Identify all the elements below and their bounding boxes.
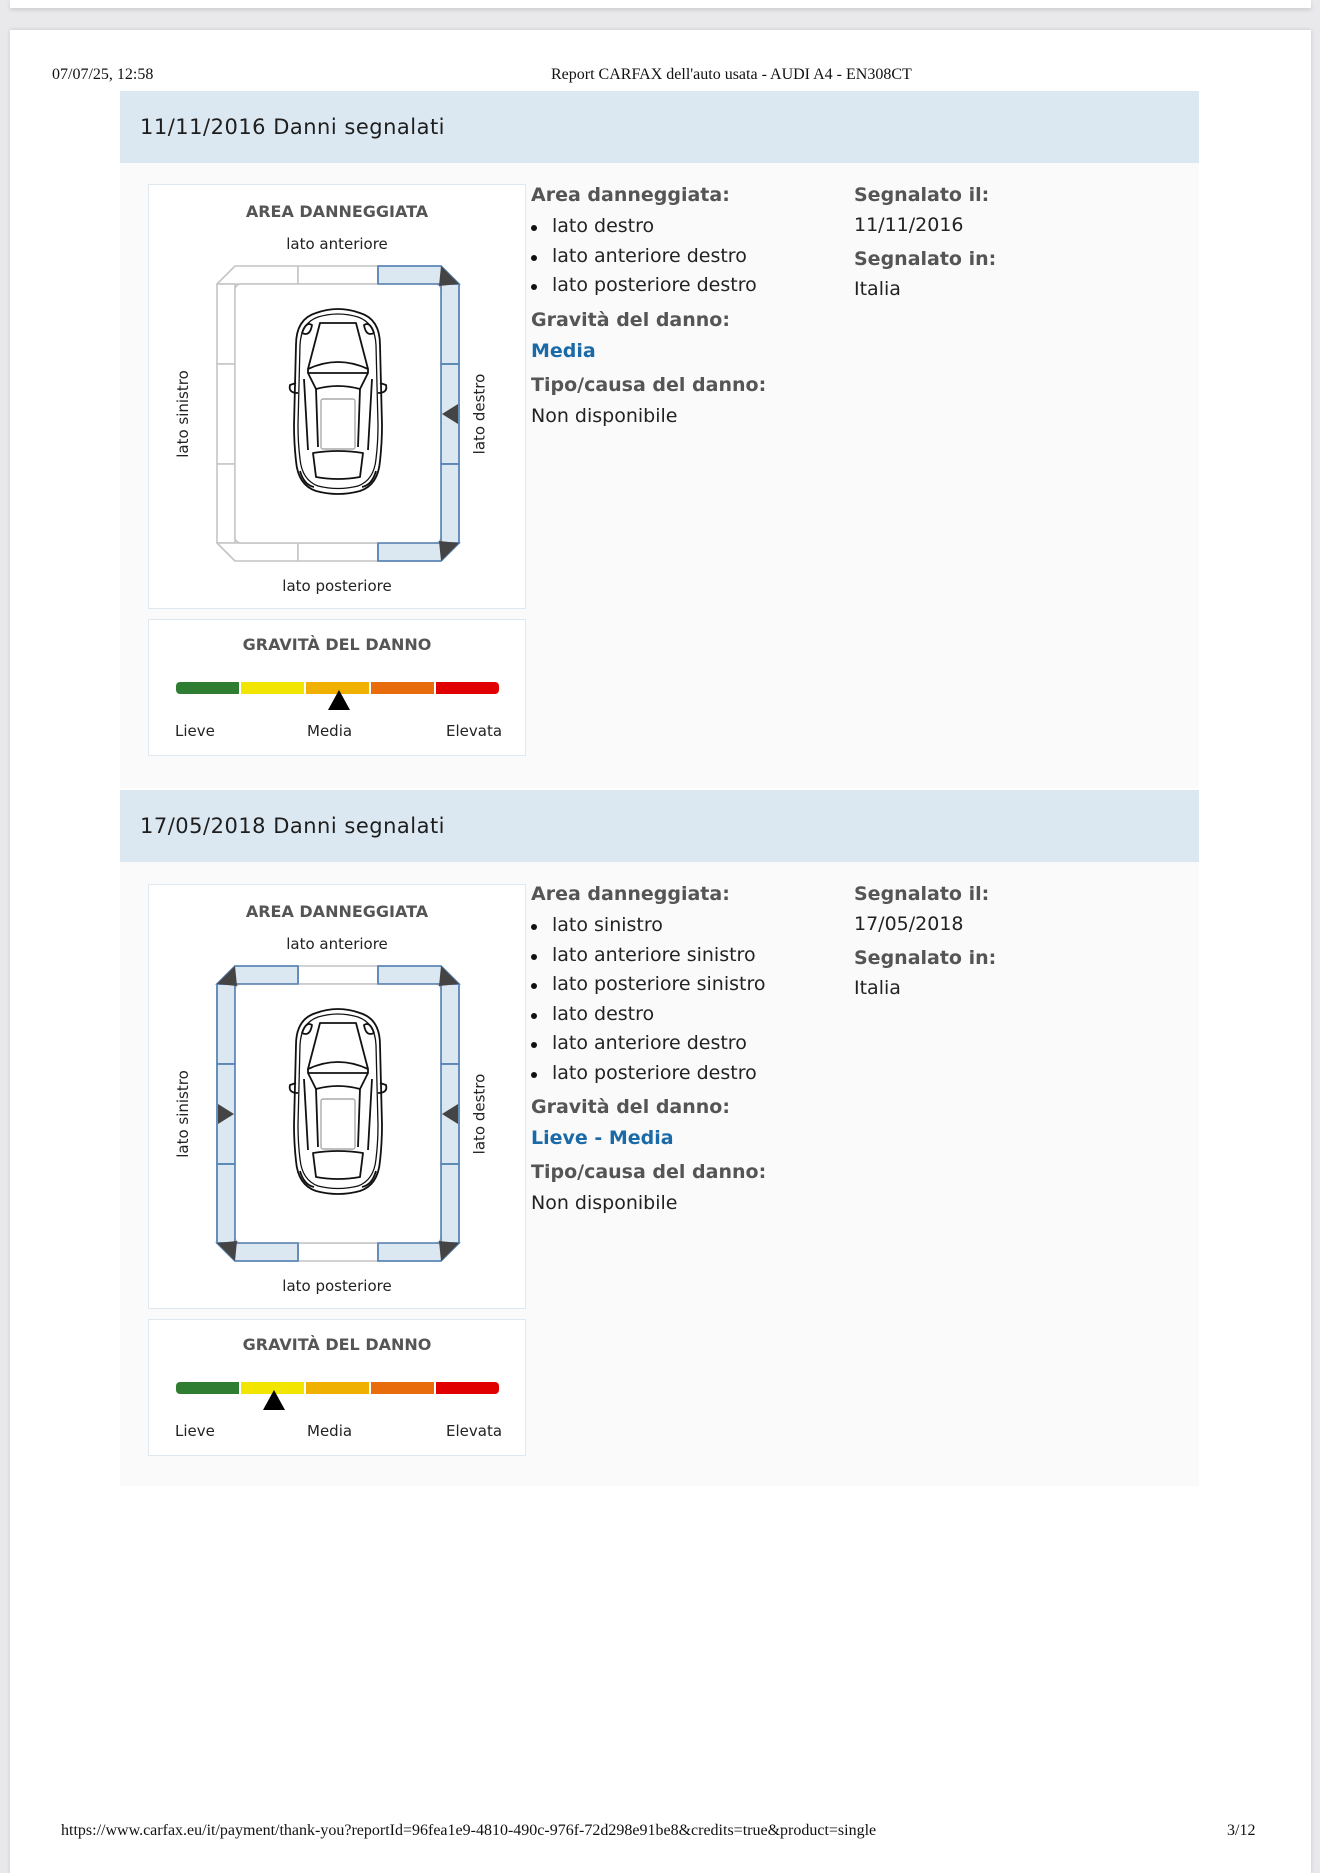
print-footer-url: https://www.carfax.eu/it/payment/thank-you?reportId=96fea1e9-4810-490c-976f-72d298e91be8&credits=true&product=single [61,1822,877,1839]
severity-segment [176,682,239,694]
zone-right-bottom [441,1164,459,1243]
damage-details [531,184,831,427]
label-front: lato anteriore [286,935,388,953]
print-page-number: 3/12 [1227,1822,1256,1839]
area-list-item: lato posteriore sinistro [531,970,831,1000]
area-list-item: lato destro [531,212,831,242]
zone-rear-mid [298,543,378,561]
zone-right-top [441,284,459,364]
area-list-item: lato destro [531,1000,831,1030]
zone-front-mid [298,966,378,984]
label-front: lato anteriore [286,235,388,253]
severity-segment [371,1382,434,1394]
record-header [120,91,1199,163]
reported-on-label: Segnalato il: [854,184,990,206]
report-details [854,883,1154,999]
damage-area-title: AREA DANNEGGIATA [245,902,429,921]
damage-details [531,883,831,1214]
area-list [531,911,831,1088]
severity-card [148,619,526,756]
label-right: lato destro [470,373,489,455]
area-list-item: lato anteriore sinistro [531,941,831,971]
zone-left-bottom [217,1164,235,1243]
reported-on-label: Segnalato il: [854,883,990,905]
area-list-item: lato anteriore destro [531,242,831,272]
zone-front-mid [298,266,378,284]
reported-in-value: Italia [854,977,901,999]
area-label: Area danneggiata: [531,184,730,206]
car-damage-diagram [149,885,527,1310]
severity-marker-icon [263,1390,285,1410]
severity-label-mid: Media [307,722,353,740]
label-rear: lato posteriore [282,1277,392,1295]
area-label: Area danneggiata: [531,883,730,905]
label-left: lato sinistro [173,1070,192,1158]
damage-arrow-icon [439,541,459,561]
damage-arrow-icon [217,1241,237,1261]
damage-arrow-icon [439,966,459,986]
print-datetime: 07/07/25, 12:58 [52,66,154,83]
reported-in-value: Italia [854,278,901,300]
severity-marker-icon [328,690,350,710]
record-heading: 17/05/2018 Danni segnalati [140,814,446,838]
area-list-item: lato posteriore destro [531,1059,831,1089]
cause-value: Non disponibile [531,404,678,427]
severity-segment [306,1382,369,1394]
report-details [854,184,1154,300]
severity-card [148,1319,526,1456]
zone-right-top [441,984,459,1064]
damage-area-title: AREA DANNEGGIATA [245,202,429,221]
area-list-item: lato sinistro [531,911,831,941]
damage-arrow-icon [439,1241,459,1261]
severity-segment [371,682,434,694]
severity-segment [176,1382,239,1394]
zone-left-bottom [217,464,235,543]
cause-label: Tipo/causa del danno: [531,1161,767,1183]
severity-value: Lieve - Media [531,1127,674,1149]
damage-arrow-icon [217,966,237,986]
zone-right-bottom [441,464,459,543]
label-right: lato destro [470,1073,489,1155]
severity-label: Gravità del danno: [531,1096,730,1118]
zone-rear-left [217,543,298,561]
damage-area-card [148,884,526,1309]
zone-left-top [217,984,235,1064]
severity-label-low: Lieve [175,722,215,740]
car-damage-diagram [149,185,527,610]
severity-title: GRAVITÀ DEL DANNO [242,635,432,654]
severity-bar [176,1382,498,1394]
severity-label-mid: Media [307,1422,353,1440]
severity-segment [436,1382,499,1394]
reported-on-value: 11/11/2016 [854,214,964,236]
severity-label: Gravità del danno: [531,308,730,331]
zone-rear-mid [298,1243,378,1261]
label-rear: lato posteriore [282,577,392,595]
severity-label-high: Elevata [446,722,503,740]
severity-label-low: Lieve [175,1422,215,1440]
area-list [531,212,831,301]
damage-arrow-icon [439,266,459,286]
severity-title: GRAVITÀ DEL DANNO [242,1335,432,1354]
damage-area-card [148,184,526,609]
reported-on-value: 17/05/2018 [854,913,964,935]
record-header [120,790,1199,862]
previous-page-edge [10,0,1311,8]
area-list-item: lato anteriore destro [531,1029,831,1059]
label-left: lato sinistro [173,370,192,458]
severity-label-high: Elevata [446,1422,503,1440]
severity-segment [436,682,499,694]
record-heading: 11/11/2016 Danni segnalati [140,115,446,139]
zone-left-top [217,284,235,364]
cause-value: Non disponibile [531,1192,678,1214]
cause-label: Tipo/causa del danno: [531,373,767,396]
zone-left-mid [217,364,235,464]
reported-in-label: Segnalato in: [854,947,997,969]
reported-in-label: Segnalato in: [854,248,997,270]
severity-value: Media [531,339,596,362]
area-list-item: lato posteriore destro [531,271,831,301]
severity-segment [241,682,304,694]
zone-front-left [217,266,298,284]
print-title: Report CARFAX dell'auto usata - AUDI A4 - EN308CT [551,66,912,83]
